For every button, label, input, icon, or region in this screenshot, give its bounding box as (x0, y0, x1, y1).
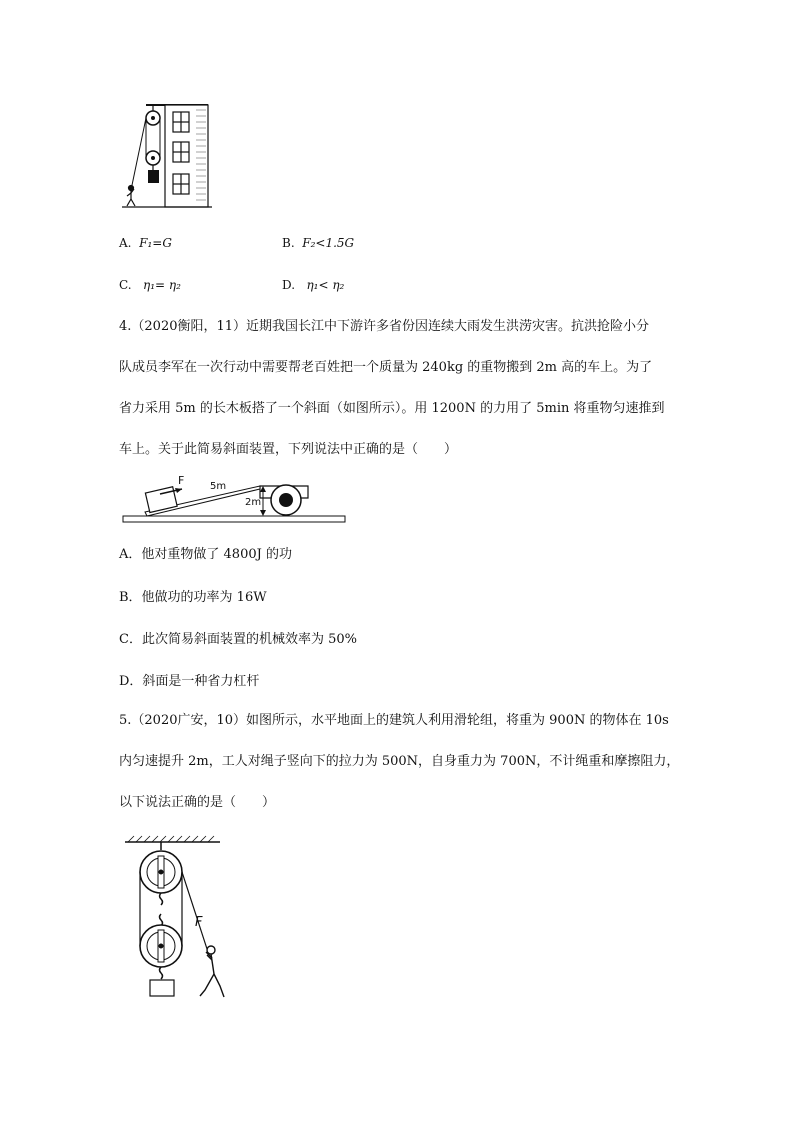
q4-stem-line-3: 省力采用 5m 的长木板搭了一个斜面（如图所示）。用 1200N 的力用了 5min 将重物匀速推到 (119, 401, 665, 416)
pulley-block-figure (120, 834, 240, 1004)
label-force-q5: F (195, 915, 203, 930)
worker-figure (127, 186, 135, 207)
building-pulley-figure (120, 100, 220, 215)
label-height: 2m (245, 497, 262, 508)
q5-stem-line-3: 以下说法正确的是（ ） (119, 795, 276, 810)
building-windows (173, 112, 189, 194)
q4-option-d: D．斜面是一种省力杠杆 (119, 674, 260, 689)
q4-stem-line-1: 4.（2020衡阳，11）近期我国长江中下游许多省份因连续大雨发生洪涝灾害。抗洪抢险小分 (119, 319, 650, 334)
q5-stem-line-2: 内匀速提升 2m，工人对绳子竖向下的拉力为 500N，自身重力为 700N，不计绳重和摩擦阻力， (119, 754, 680, 769)
q4-stem-line-4: 车上。关于此简易斜面装置，下列说法中正确的是（ ） (119, 442, 458, 457)
hanging-load (150, 980, 174, 996)
prev-option-d: D. η₁< η₂ (282, 278, 345, 292)
q4-option-c: C．此次简易斜面装置的机械效率为 50% (119, 632, 357, 647)
load-block (148, 170, 159, 183)
q5-stem-line-1: 5.（2020广安，10）如图所示，水平地面上的建筑人利用滑轮组，将重为 900N 的物体在 10s (119, 713, 669, 728)
worker-pulling (200, 946, 224, 997)
prev-option-c: C. η₁= η₂ (119, 278, 181, 292)
ground-slab (123, 516, 345, 522)
label-length: 5m (210, 481, 227, 492)
prev-option-a: A. F₁=G (119, 236, 172, 250)
label-force: F (178, 474, 185, 487)
incline-figure (120, 468, 350, 528)
prev-option-b: B. F₂<1.5G (282, 236, 355, 250)
q4-option-a: A．他对重物做了 4800J 的功 (119, 547, 292, 562)
q4-option-b: B．他做功的功率为 16W (119, 590, 267, 605)
q4-stem-line-2: 队成员李军在一次行动中需要帮老百姓把一个质量为 240kg 的重物搬到 2m 高的车上。为了 (119, 360, 653, 375)
